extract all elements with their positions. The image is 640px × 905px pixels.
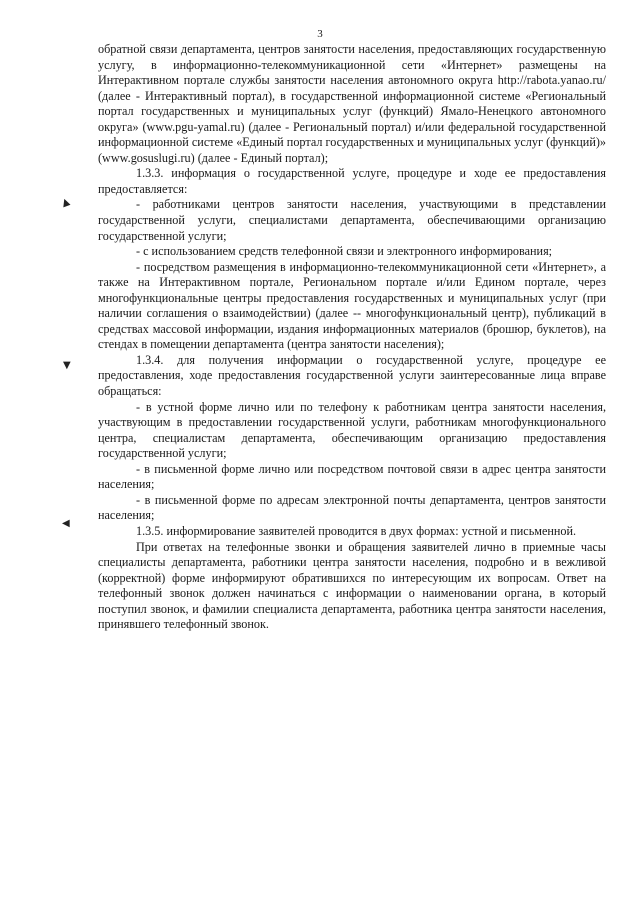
- paragraph: 1.3.4. для получения информации о государственной услуге, процедуре ее предоставления, ходе предоставления государственной услуги заинтересованные лица вправе обращаться:: [98, 352, 606, 399]
- margin-mark: ◀: [62, 518, 70, 529]
- list-item: - с использованием средств телефонной связи и электронного информирования;: [136, 244, 553, 259]
- page-number: 3: [317, 28, 323, 40]
- margin-mark: ▼: [63, 360, 71, 371]
- paragraph: 1.3.5. информирование заявителей проводится в двух формах: устной и письменной.: [136, 523, 577, 538]
- list-item: - в письменной форме лично или посредством почтовой связи в адрес центра занятости населения;: [98, 461, 606, 492]
- list-item: - в устной форме лично или по телефону к работникам центра занятости населения, участвующим в предоставлении государственной услуги, работникам многофункционального центра, специалистам департамента, обеспечивающим организацию предоставления государственной услуги;: [98, 399, 606, 461]
- paragraph: При ответах на телефонные звонки и обращения заявителей лично в приемные часы специалисты департамента, работники центра занятости населения, подробно и в вежливой (корректной) форме информируют обратившихся по интересующим их вопросам. Ответ на телефонный звонок должен начинаться с информации о наименовании органа, в который поступил звонок, и фамилии специалиста департамента, работника центра занятости населения, принявшего телефонный звонок.: [98, 539, 606, 632]
- list-item: - работниками центров занятости населения, участвующими в представлении государственной услуги, специалистами департамента, обеспечивающими организацию государственной услуги;: [98, 197, 606, 243]
- paragraph: обратной связи департамента, центров занятости населения, предоставляющих государственную услугу, в информационно-телекоммуникационной сети «Интернет» размещены на Интерактивном портале службы занятости населения автономного округа http://rabota.yanao.ru/ (далее - Интерактивный портал), в государственной информационной системе «Региональный портал государственных и муниципальных услуг (функций) Ямало-Ненецкого автономного округа» (www.pgu-yamal.ru) (далее - Региональный портал) и/или федеральной государственной информационной системе «Единый портал государственных и муниципальных услуг (функций)» (www.gosuslugi.ru) (далее - Единый портал);: [98, 42, 606, 165]
- document-body: [98, 42, 606, 633]
- paragraph: 1.3.3. информация о государственной услуге, процедуре и ходе ее предоставления предоставляется:: [98, 166, 606, 196]
- list-item: - в письменной форме по адресам электронной почты департамента, центров занятости населения;: [98, 492, 606, 523]
- margin-mark: ▲: [60, 196, 72, 210]
- list-item: - посредством размещения в информационно-телекоммуникационной сети «Интернет», а также на Интерактивном портале, Региональном портале и/или Едином портале, через многофункциональные центры предоставления государственных и муниципальных услуг (при наличии соглашения о взаимодействии) (далее -- многофункциональный центр), публикаций в средствах массовой информации, издания информационных материалов (брошюр, буклетов), на стендах в помещении департамента (центра занятости населения);: [98, 259, 606, 352]
